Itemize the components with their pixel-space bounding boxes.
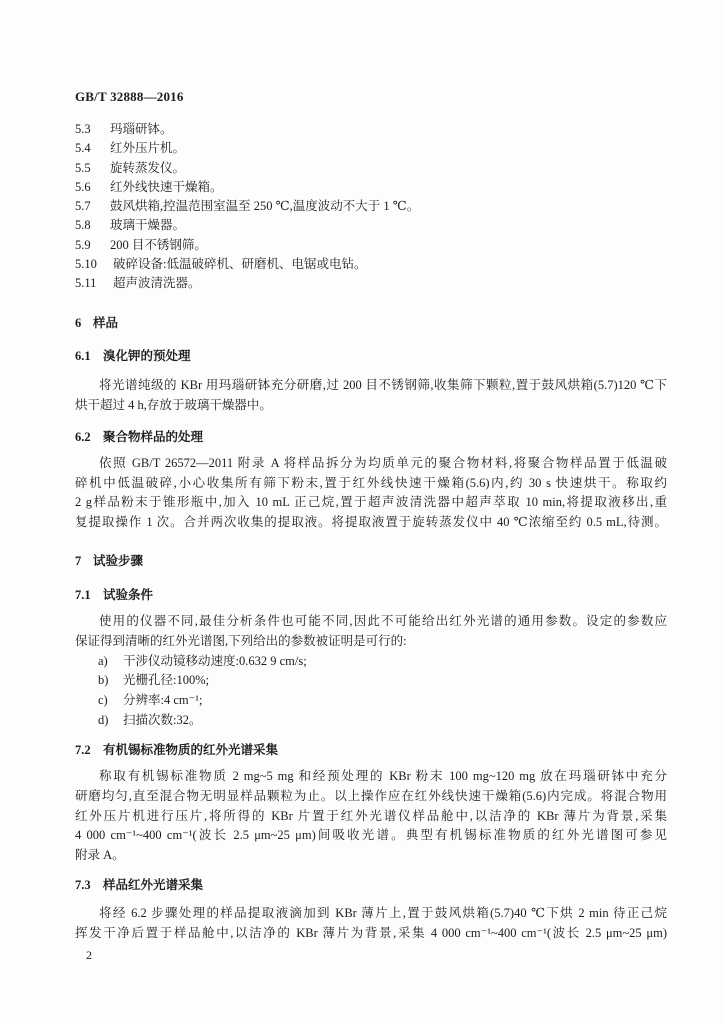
section-title: 试验条件 <box>103 588 154 602</box>
section-heading-6-1 <box>75 346 667 366</box>
condition-item <box>75 652 667 672</box>
item-text: 破碎设备:低温破碎机、研磨机、电锯或电钻。 <box>113 256 367 271</box>
item-text: 超声波清洗器。 <box>113 276 201 290</box>
paragraph-7-3 <box>75 903 667 943</box>
condition-label: c) <box>98 693 108 708</box>
item-text: 红外压片机。 <box>110 141 186 156</box>
item-number: 5.11 <box>75 276 97 290</box>
paragraph-6-1 <box>75 375 667 415</box>
condition-item <box>75 691 667 711</box>
list-item <box>75 216 667 235</box>
item-number: 5.5 <box>75 160 91 175</box>
condition-item <box>75 711 667 731</box>
item-number: 5.9 <box>75 237 91 252</box>
section-number: 6.1 <box>75 349 91 363</box>
paragraph-line: 2 g样品粉末于锥形瓶中,加入 10 mL 正己烷,置于超声波清洗器中超声萃取 10 min,将提取液移出,重 <box>75 495 667 510</box>
section-title: 试验步骤 <box>93 554 144 568</box>
condition-text: 干涉仪动镜移动速度:0.632 9 cm/s; <box>123 653 307 668</box>
condition-label: d) <box>98 712 109 727</box>
paragraph-line: 附录 A。 <box>75 848 125 863</box>
standard-code-header: GB/T 32888—2016 <box>75 89 184 104</box>
section-title: 溴化钾的预处理 <box>103 349 191 363</box>
list-item <box>75 274 667 293</box>
paragraph-line: 挥发干净后置于样品舱中,以洁净的 KBr 薄片为背景,采集 4 000 cm⁻¹~400 cm⁻¹(波长 2.5 μm~25 μm) <box>75 926 667 940</box>
paragraph-7-2 <box>75 767 667 866</box>
section-heading-7 <box>75 551 667 571</box>
section-heading-6 <box>75 313 667 333</box>
paragraph-line: 研磨均匀,直至混合物无明显样品颗粒为止。以上操作应在红外线快速干燥箱(5.6)内完成。将混合物用 <box>75 788 667 803</box>
paragraph-line: 红外压片机进行压片,将所得的 KBr 片置于红外光谱仪样品舱中,以洁净的 KBr 薄片为背景,采集 <box>75 808 667 823</box>
section-number: 6 <box>75 316 82 330</box>
paragraph-line: 烘干超过 4 h,存放于玻璃干燥器中。 <box>75 398 272 412</box>
item-number: 5.4 <box>75 141 91 156</box>
item-text: 红外线快速干燥箱。 <box>110 179 223 194</box>
paragraph-7-1 <box>75 612 667 731</box>
section-heading-6-2 <box>75 427 667 447</box>
item-text: 玛瑙研钵。 <box>110 122 173 136</box>
list-item <box>75 120 667 139</box>
list-item <box>75 178 667 197</box>
section-number: 6.2 <box>75 430 91 444</box>
list-item <box>75 236 667 255</box>
section-title: 样品红外光谱采集 <box>103 878 204 892</box>
section-number: 7.3 <box>75 878 91 892</box>
list-item <box>75 197 667 216</box>
condition-text: 扫描次数:32。 <box>123 712 202 727</box>
list-item <box>75 139 667 158</box>
section-title: 有机锡标准物质的红外光谱采集 <box>103 743 279 757</box>
item-text: 200 目不锈钢筛。 <box>110 237 207 252</box>
paragraph-6-2 <box>75 454 667 533</box>
list-item <box>75 255 667 274</box>
paragraph-line: 将光谱纯级的 KBr 用玛瑙研钵充分研磨,过 200 目不锈钢筛,收集筛下颗粒,置于鼓风烘箱(5.7)120 ℃下 <box>99 378 667 392</box>
paragraph-line: 碎机中低温破碎,小心收集所有筛下粉末,置于红外线快速干燥箱(5.6)内,约 30 s 快速烘干。称取约 <box>75 475 667 490</box>
item-number: 5.6 <box>75 179 91 194</box>
paragraph-line: 复提取操作 1 次。合并两次收集的提取液。将提取液置于旋转蒸发仪中 40 ℃浓缩至约 0.5 mL,待测。 <box>75 515 667 530</box>
section-heading-7-3 <box>75 875 667 895</box>
item-number: 5.3 <box>75 122 91 136</box>
item-number: 5.10 <box>75 256 97 271</box>
page-number: 2 <box>86 948 92 962</box>
item-number: 5.8 <box>75 218 91 233</box>
condition-item <box>75 671 667 691</box>
list-item <box>75 159 667 178</box>
paragraph-line: 保证得到清晰的红外光谱图,下列给出的参数被证明是可行的: <box>75 633 407 648</box>
paragraph-line: 将经 6.2 步骤处理的样品提取液滴加到 KBr 薄片上,置于鼓风烘箱(5.7)40 ℃下烘 2 min 待正己烷 <box>99 906 667 920</box>
section-title: 样品 <box>93 316 119 330</box>
equipment-list <box>75 120 667 293</box>
paragraph-line: 4 000 cm⁻¹~400 cm⁻¹(波长 2.5 μm~25 μm)间吸收光谱。典型有机锡标准物质的红外光谱图可参见 <box>75 828 667 843</box>
paragraph-line: 称取有机锡标准物质 2 mg~5 mg 和经预处理的 KBr 粉末 100 mg~120 mg 放在玛瑙研钵中充分 <box>99 769 667 783</box>
section-heading-7-2 <box>75 740 667 760</box>
item-text: 旋转蒸发仪。 <box>110 160 186 175</box>
item-number: 5.7 <box>75 199 91 213</box>
condition-text: 分辨率:4 cm⁻¹; <box>123 693 203 708</box>
item-text: 玻璃干燥器。 <box>110 218 186 233</box>
section-number: 7 <box>75 554 82 568</box>
paragraph-line: 依照 GB/T 26572—2011 附录 A 将样品拆分为均质单元的聚合物材料,将聚合物样品置于低温破 <box>99 456 667 470</box>
paragraph-line: 使用的仪器不同,最佳分析条件也可能不同,因此不可能给出红外光谱的通用参数。设定的参数应 <box>99 614 667 628</box>
section-title: 聚合物样品的处理 <box>103 430 204 444</box>
item-text: 鼓风烘箱,控温范围室温至 250 ℃,温度波动不大于 1 ℃。 <box>110 199 420 213</box>
section-heading-7-1 <box>75 585 667 605</box>
condition-text: 光栅孔径:100%; <box>123 673 210 688</box>
section-number: 7.1 <box>75 588 91 602</box>
condition-label: a) <box>98 653 108 668</box>
section-number: 7.2 <box>75 743 91 757</box>
condition-label: b) <box>98 673 109 688</box>
